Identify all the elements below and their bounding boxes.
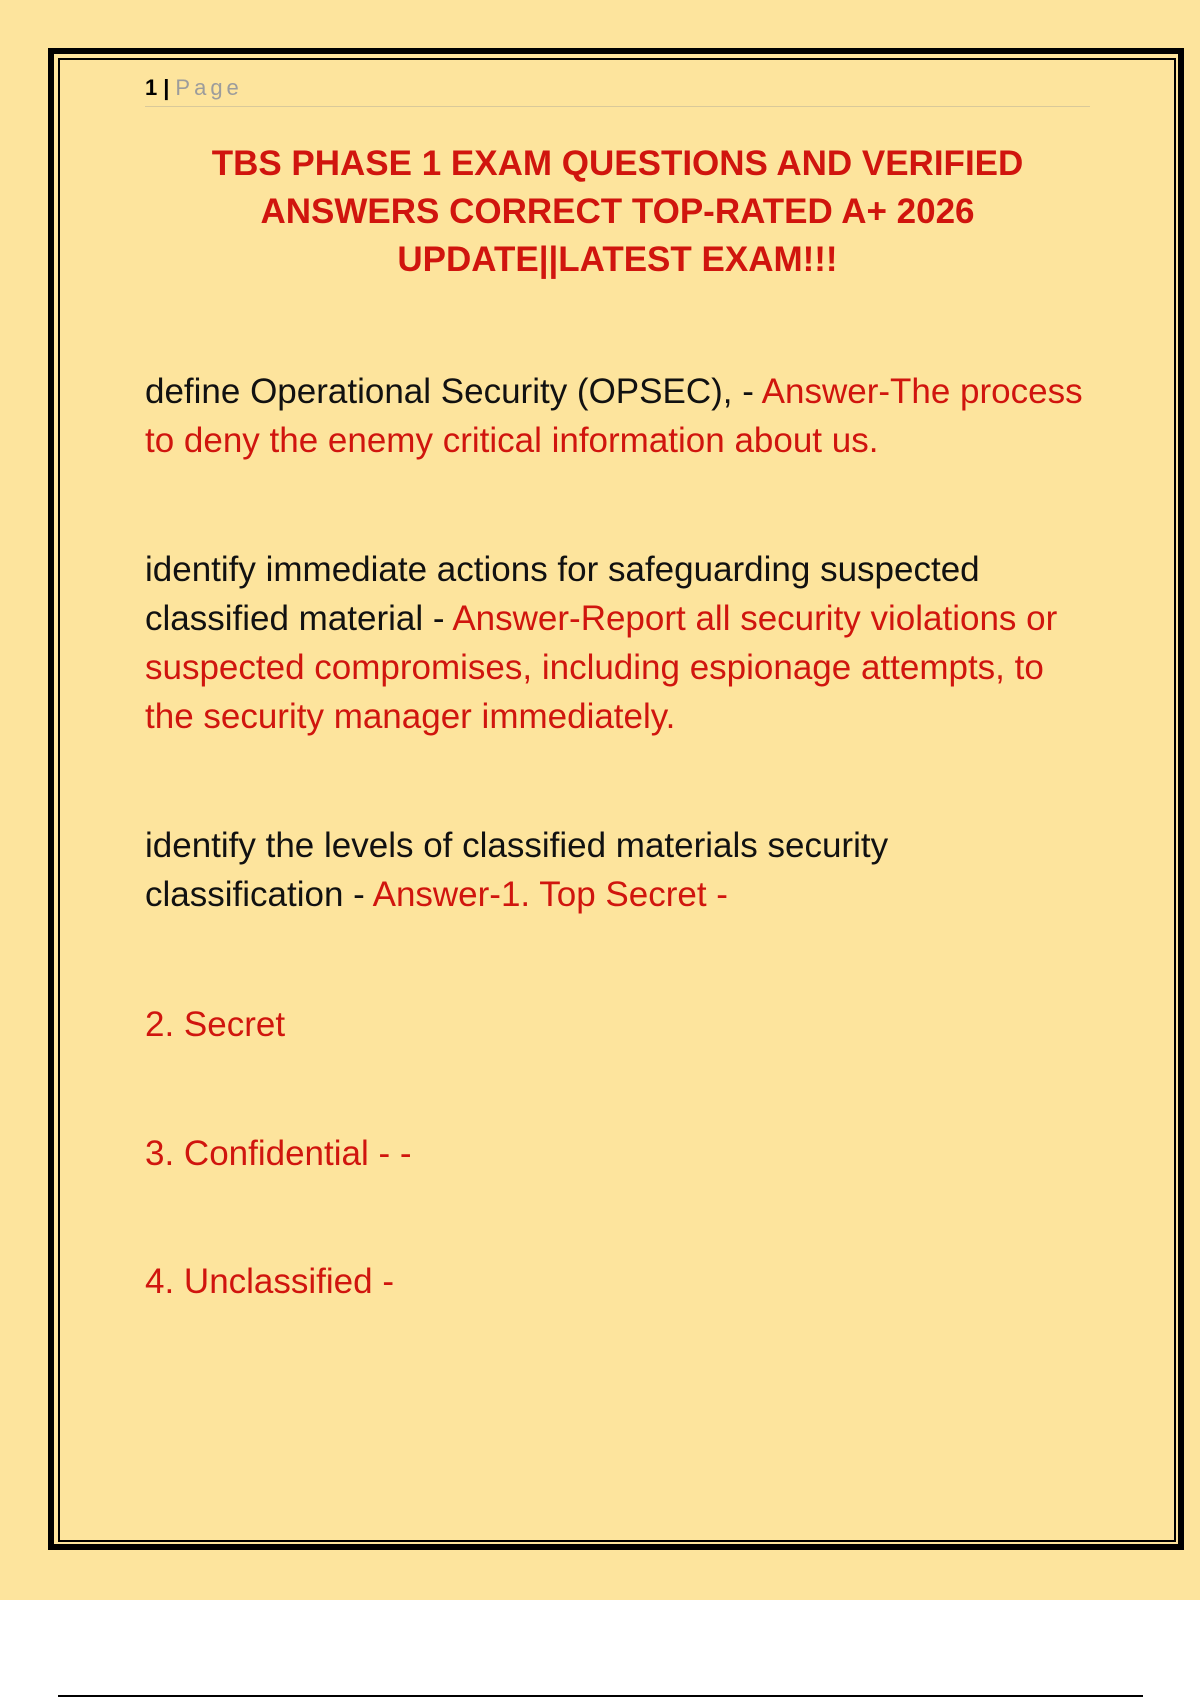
page-header <box>145 74 1090 107</box>
page-label: Page <box>175 75 243 100</box>
list-item-secret: 2. Secret <box>145 1005 286 1044</box>
qa-item-opsec <box>145 367 1090 465</box>
list-item-unclassified: 4. Unclassified - <box>145 1262 394 1301</box>
answer-text: Answer-The process to deny the enemy critical information about us. <box>145 372 1083 460</box>
question-text: identify the levels of classified materials security classification - <box>145 826 889 914</box>
bottom-divider <box>58 1695 1143 1697</box>
qa-item-classification-levels <box>145 821 1090 919</box>
question-text: identify immediate actions for safeguarding suspected classified material - <box>145 550 980 638</box>
document-title: TBS PHASE 1 EXAM QUESTIONS AND VERIFIED ANSWERS CORRECT TOP-RATED A+ 2026 UPDATE||LATEST EXAM!!! <box>211 144 1024 279</box>
answer-text: Answer-Report all security violations or suspected compromises, including espionage attempts, to the security manager immediately. <box>145 599 1058 736</box>
qa-item-safeguarding <box>145 545 1090 741</box>
page-number: 1 <box>145 75 158 100</box>
list-item-confidential: 3. Confidential - - <box>145 1134 412 1173</box>
question-text: define Operational Security (OPSEC), - <box>145 372 762 411</box>
answer-text: Answer-1. Top Secret - <box>372 875 728 914</box>
page-separator: | <box>163 75 170 100</box>
